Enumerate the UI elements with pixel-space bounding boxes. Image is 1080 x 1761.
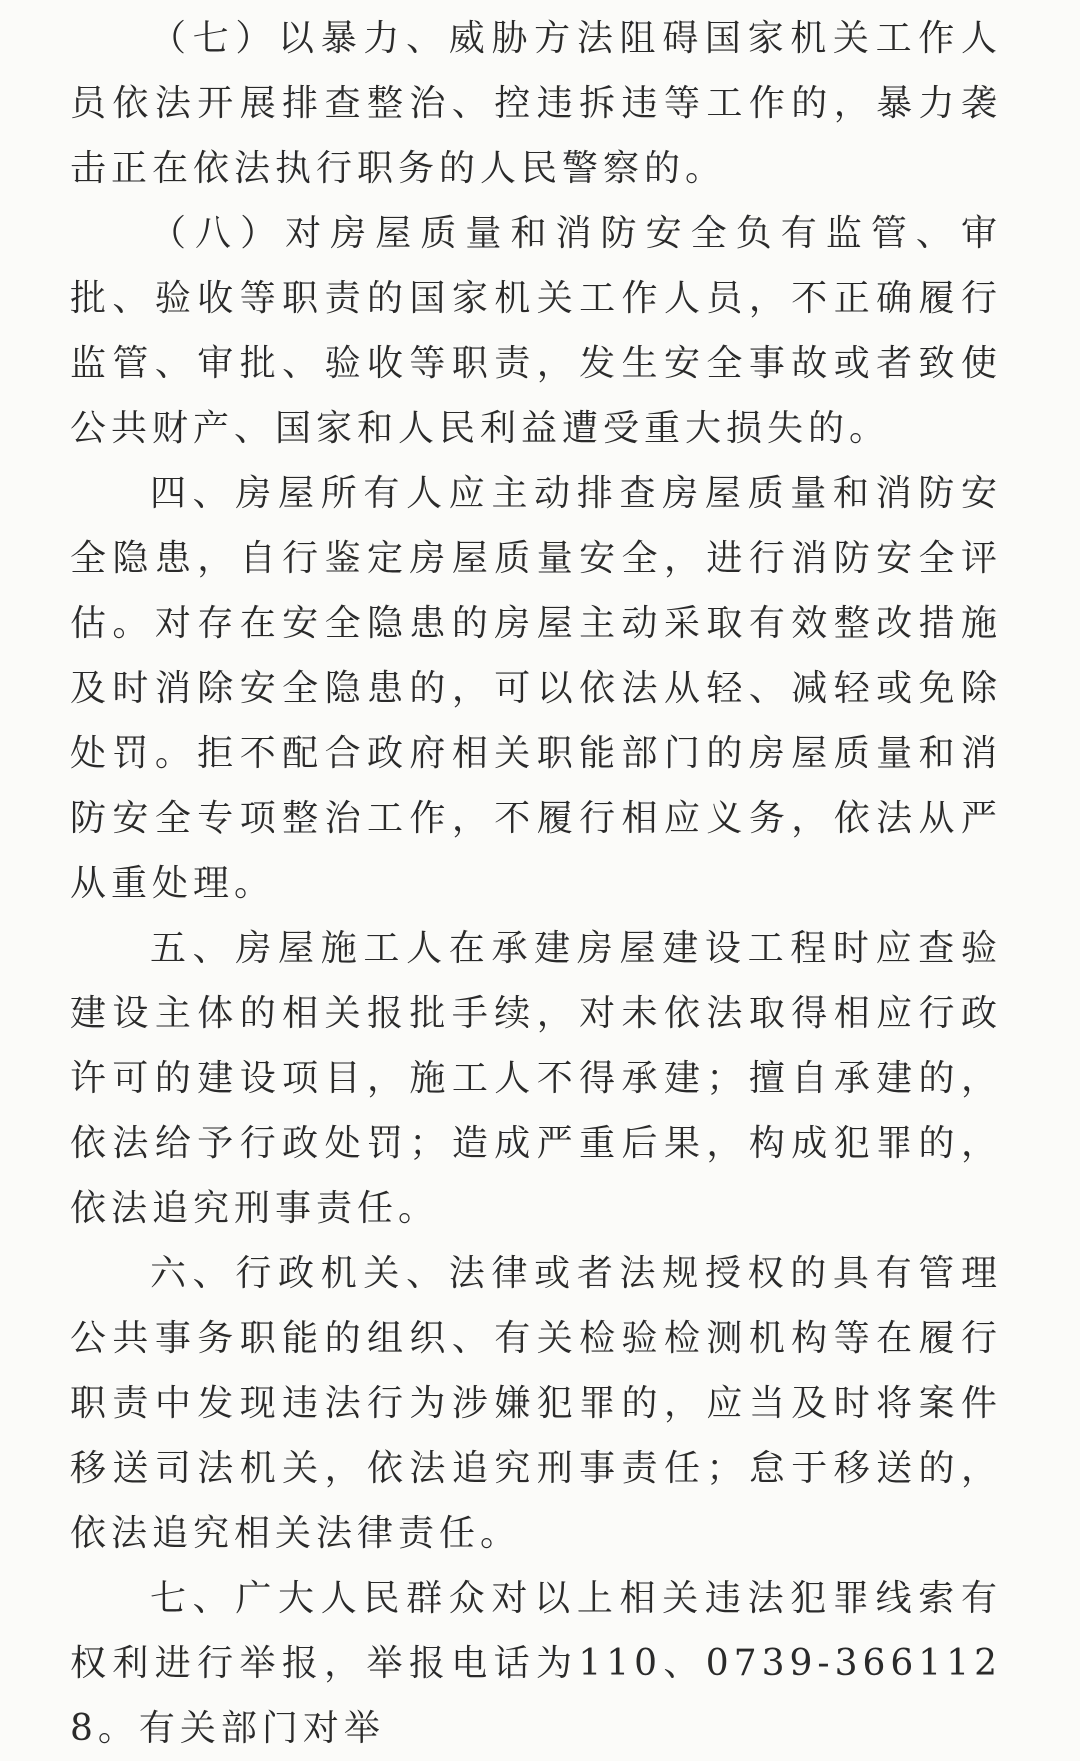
paragraph-section-6: 六、行政机关、法律或者法规授权的具有管理公共事务职能的组织、有关检验检测机构等在履行职责中发现违法行为涉嫌犯罪的，应当及时将案件移送司法机关，依法追究刑事责任；怠于移送的，依法追究相关法律责任。 xyxy=(70,1253,1002,1554)
paragraph-section-7: 七、广大人民群众对以上相关违法犯罪线索有权利进行举报，举报电话为110、0739-3661128。有关部门对举 xyxy=(70,1578,1002,1749)
paragraph-section-5: 五、房屋施工人在承建房屋建设工程时应查验建设主体的相关报批手续，对未依法取得相应行政许可的建设项目，施工人不得承建；擅自承建的，依法给予行政处罚；造成严重后果，构成犯罪的，依法追究刑事责任。 xyxy=(70,928,1002,1229)
paragraph-item-7: （七）以暴力、威胁方法阻碍国家机关工作人员依法开展排查整治、控违拆违等工作的，暴力袭击正在依法执行职务的人民警察的。 xyxy=(70,18,1002,189)
paragraph-item-8: （八）对房屋质量和消防安全负有监管、审批、验收等职责的国家机关工作人员，不正确履行监管、审批、验收等职责，发生安全事故或者致使公共财产、国家和人民利益遭受重大损失的。 xyxy=(70,213,1002,449)
paragraph-section-4: 四、房屋所有人应主动排查房屋质量和消防安全隐患，自行鉴定房屋质量安全，进行消防安全评估。对存在安全隐患的房屋主动采取有效整改措施及时消除安全隐患的，可以依法从轻、减轻或免除处罚。拒不配合政府相关职能部门的房屋质量和消防安全专项整治工作，不履行相应义务，依法从严从重处理。 xyxy=(70,473,1002,904)
